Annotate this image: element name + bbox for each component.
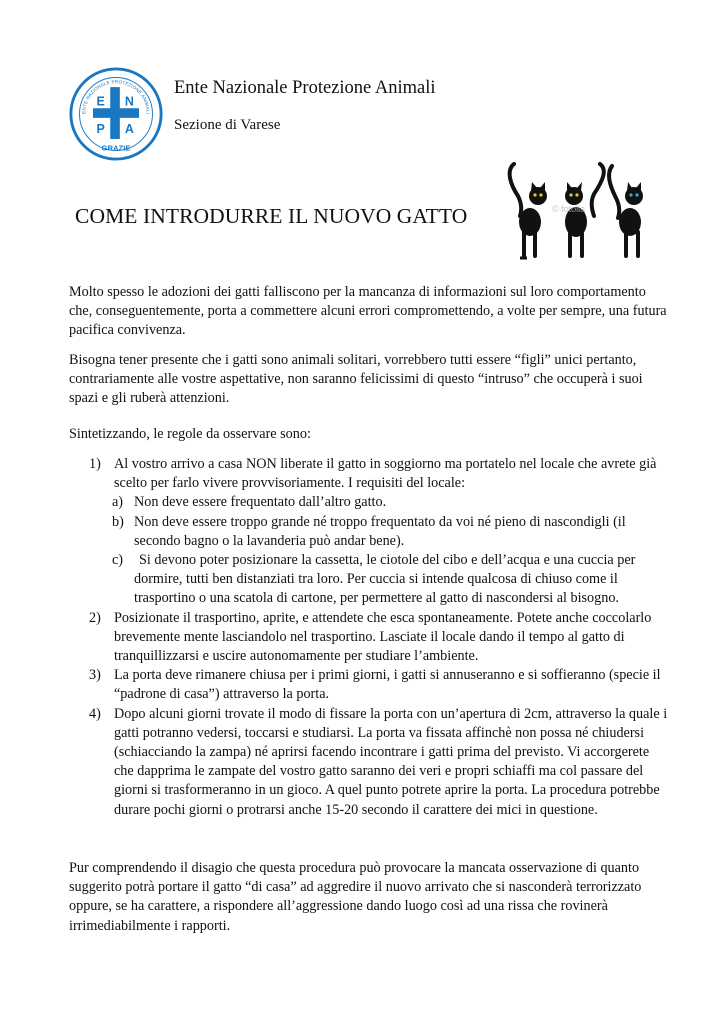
logo-ring-text: ENTE NAZIONALE PROTEZIONE ANIMALI xyxy=(81,79,151,115)
rule-item xyxy=(69,455,669,493)
rule-number: 4) xyxy=(89,705,101,722)
logo-letter-n: N xyxy=(124,94,134,109)
rule-subitem xyxy=(69,551,669,609)
cats-watermark: © fotolia xyxy=(552,204,586,214)
rule-text: Al vostro arrivo a casa NON liberate il gatto in soggiorno ma portatelo nel locale che avrete già scelto per farlo vivere provvisoriamente. I requisiti del locale: xyxy=(114,456,657,492)
document-title: COME INTRODURRE IL NUOVO GATTO xyxy=(75,204,468,228)
section-name: Sezione di Varese xyxy=(174,117,281,133)
logo-letter-a: A xyxy=(124,122,134,137)
rule-item xyxy=(69,705,669,820)
subitem-text: Non deve essere troppo grande né troppo frequentato da voi né pieno di nascondigli (il secondo bagno o la lavanderia può andar bene). xyxy=(134,513,626,549)
paragraph-summary: Sintetizzando, le regole da osservare sono: xyxy=(69,426,311,442)
logo-motto: GRAZIE xyxy=(101,143,131,153)
rule-text: La porta deve rimanere chiusa per i primi giorni, i gatti si annuseranno e si soffieranno (specie il “padrone di casa”) attraverso la porta. xyxy=(114,667,661,703)
subitem-letter: b) xyxy=(112,513,124,530)
rule-number: 3) xyxy=(89,667,101,684)
subitem-letter: a) xyxy=(112,494,124,511)
subitem-text: Si devono poter posizionare la cassetta, le ciotole del cibo e dell’acqua e una cuccia per dormire, tutti ben distanziati tra loro. Per cuccia si intende qualcosa di chiuso come il trasportino o una scatola di cartone, per permettere al gatto di nascondersi al bisogno. xyxy=(134,552,636,607)
paragraph-conclusion: Pur comprendendo il disagio che questa procedura può provocare la mancata osservazione di quanto suggerito potrà portare il gatto “di casa” ad aggredire il nuovo arrivato che si nasconderà terrorizzato oppure, se ha carattere, a rispondere all’aggressione dando luogo così ad una rissa che rovinerà irrimediabilmente i rapporti. xyxy=(69,860,642,934)
enpa-logo-icon xyxy=(68,66,164,162)
three-black-cats-icon xyxy=(500,160,660,264)
rule-text: Dopo alcuni giorni trovate il modo di fissare la porta con un’apertura di 2cm, attraverso la quale i gatti potranno vedersi, toccarsi e studiarsi. La porta va fissata affinchè non possa né chiudersi (schiacciando la zampa) né aprirsi facendo incontrare i gatti prima del previsto. Vi accorgerete che dapprima le zampate del vostro gatto saranno dei veri e propri schiaffi ma col passare del giorni si trasformeranno in un gioco. A quel punto potrete aprire la porta. La procedura potrebbe durare pochi giorni o protrarsi anche 15-20 secondo il carattere dei mici in questione. xyxy=(114,705,668,818)
subitem-text: Non deve essere frequentato dall’altro gatto. xyxy=(134,494,387,511)
subitem-letter: c) xyxy=(112,552,124,569)
logo-letter-e: E xyxy=(96,94,105,109)
paragraph-intro: Molto spesso le adozioni dei gatti falliscono per la mancanza di informazioni sul loro comportamento che, conseguentemente, porta a commettere alcuni errori compromettendo, a volte per sempre, una futura pacifica convivenza. xyxy=(69,284,667,339)
rule-subitem xyxy=(69,513,669,551)
rule-item xyxy=(69,609,669,667)
logo-letter-p: P xyxy=(96,122,105,137)
rule-item xyxy=(69,666,669,704)
rule-number: 1) xyxy=(89,456,101,472)
paragraph-solitary: Bisogna tener presente che i gatti sono animali solitari, vorrebbero tutti essere “figli” unici pertanto, contrariamente alle vostre aspettative, non saranno felicissimi di questo “intruso” che occuperà i suoi spazi e gli ruberà attenzioni. xyxy=(69,352,643,407)
rule-text: Posizionate il trasportino, aprite, e attendete che esca spontaneamente. Potete anche coccolarlo brevemente mente lasciandolo nel trasportino. Lasciate il locale dando il tempo al gatto di tranquillizzarsi e uscire autonomamente per studiare l’ambiente. xyxy=(114,609,652,665)
rules-list xyxy=(69,455,669,820)
rule-number: 2) xyxy=(89,609,101,626)
org-name: Ente Nazionale Protezione Animali xyxy=(174,78,436,98)
rule-subitem xyxy=(69,493,669,512)
